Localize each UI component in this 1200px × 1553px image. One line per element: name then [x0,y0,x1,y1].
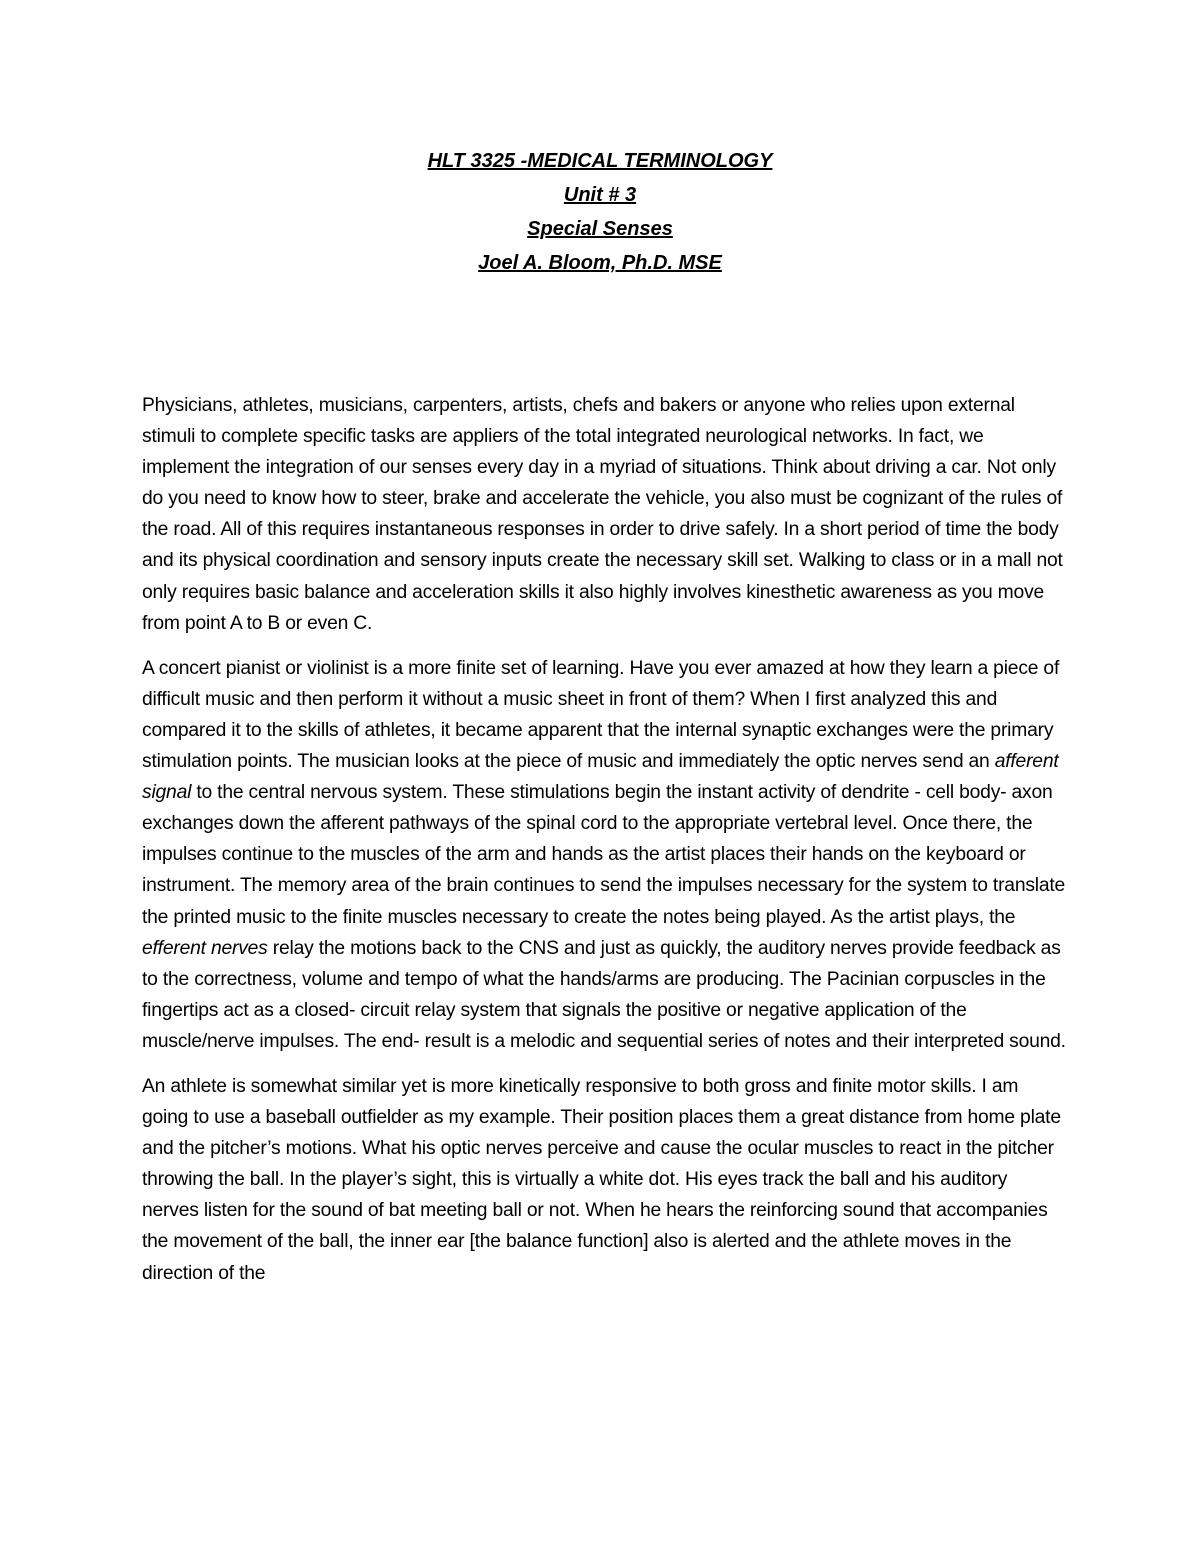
paragraph-intro: Physicians, athletes, musicians, carpenters, artists, chefs and bakers or anyone who relies upon external stimuli to complete specific tasks are appliers of the total integrated neurological networks. In fact, we implement the integration of our senses every day in a myriad of situations. Think about driving a car. Not only do you need to know how to steer, brake and accelerate the vehicle, you also must be cognizant of the rules of the road. All of this requires instantaneous responses in order to drive safely. In a short period of time the body and its physical coordination and sensory inputs create the necessary skill set. Walking to class or in a mall not only requires basic balance and acceleration skills it also highly involves kinesthetic awareness as you move from point A to B or even C. [142,395,1063,634]
title-block [0,144,1200,280]
paragraph-musician-part-2: to the central nervous system. These stimulations begin the instant activity of dendrite - cell body- axon exchanges down the afferent pathways of the spinal cord to the appropriate vertebral level. Once there, the impulses continue to the muscles of the arm and hands as the artist places their hands on the keyboard or instrument. The memory area of the brain continues to send the impulses necessary for the system to translate the printed music to the finite muscles necessary to create the notes being played. As the artist plays, the [142,782,1066,928]
afferent-signal-term: afferent signal [142,751,1059,804]
paragraph-musician-part-1: A concert pianist or violinist is a more finite set of learning. Have you ever amazed at how they learn a piece of difficult music and then perform it without a music sheet in front of them? When I first analyzed this and compared it to the skills of athletes, it became apparent that the internal synaptic exchanges were the primary stimulation points. The musician looks at the piece of music and immediately the optic nerves send an [142,657,1060,773]
topic-title: Special Senses [527,218,673,240]
course-title: HLT 3325 -MEDICAL TERMINOLOGY [427,150,773,172]
unit-number: Unit # 3 [563,184,637,206]
paragraph-athlete: An athlete is somewhat similar yet is more kinetically responsive to both gross and finite motor skills. I am going to use a baseball outfielder as my example. Their position places them a great distance from home plate and the pitcher’s motions. What his optic nerves perceive and cause the ocular muscles to react in the pitcher throwing the ball. In the player’s sight, this is virtually a white dot. His eyes track the ball and his auditory nerves listen for the sound of bat meeting ball or not. When he hears the reinforcing sound that accompanies the movement of the ball, the inner ear [the balance function] also is alerted and the athlete moves in the direction of the [142,1075,1061,1284]
efferent-nerves-term: efferent nerves [142,937,268,959]
paragraph-musician-part-3: relay the motions back to the CNS and just as quickly, the auditory nerves provide feedback as to the correctness, volume and tempo of what the hands/arms are producing. The Pacinian corpuscles in the fingertips act as a closed- circuit relay system that signals the positive or negative application of the muscle/nerve impulses. The end- result is a melodic and sequential series of notes and their interpreted sound. [142,937,1066,1052]
document-body [142,390,1067,1303]
author-name: Joel A. Bloom, Ph.D. MSE [478,252,722,274]
paragraph-musician [142,653,1067,1057]
